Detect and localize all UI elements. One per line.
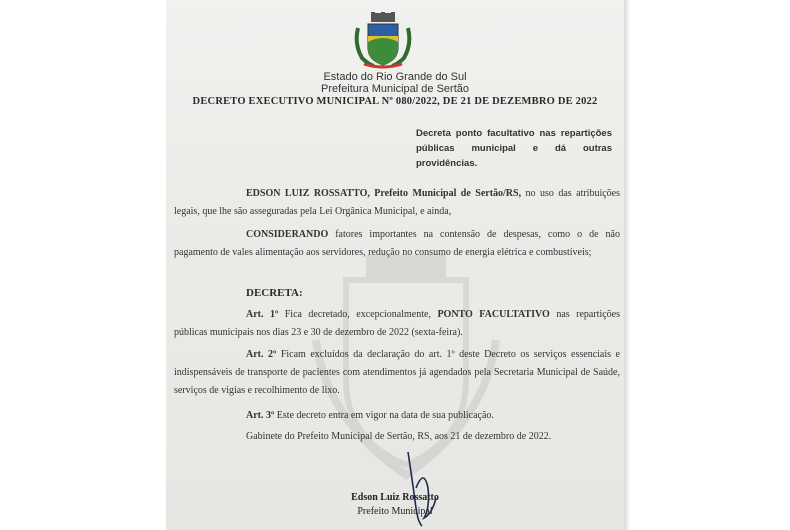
decree-title: DECRETO EXECUTIVO MUNICIPAL Nº 080/2022, DE 21 DE DEZEMBRO DE 2022 bbox=[192, 96, 598, 107]
article-2 bbox=[174, 346, 620, 400]
considerando-paragraph bbox=[174, 226, 620, 262]
article-1-text-after: nas repartições públicas municipais nos dias 23 e 30 de dezembro de 2022 (sexta-feira). bbox=[174, 309, 620, 338]
page-edge-shadow bbox=[624, 0, 630, 530]
coat-of-arms-emblem bbox=[352, 12, 414, 70]
preamble-text: no uso das atribuições legais, que lhe são asseguradas pela Lei Orgânica Municipal, e ainda, bbox=[174, 188, 621, 217]
article-1-label: Art. 1º bbox=[246, 309, 279, 320]
decreta-heading: DECRETA: bbox=[246, 287, 303, 299]
prefeitura-name: Prefeitura Municipal de Sertão bbox=[321, 83, 469, 95]
article-3-text: Este decreto entra em vigor na data de sua publicação. bbox=[274, 410, 494, 421]
article-2-label: Art. 2º bbox=[246, 349, 277, 360]
closing-line: Gabinete do Prefeito Municipal de Sertão, RS, aos 21 de dezembro de 2022. bbox=[246, 431, 552, 442]
decree-summary: Decreta ponto facultativo nas repartições públicas municipal e dá outras providências. bbox=[416, 128, 612, 169]
article-2-text: Ficam excluídos da declaração do art. 1º deste Decreto os serviços essenciais e indispensáveis de transporte de pacientes com atendimentos já agendados pela Secretaria Municipal de Saúde, serviços de vigias e recolhimento de lixo. bbox=[174, 349, 620, 396]
document-page bbox=[166, 0, 624, 530]
state-name: Estado do Rio Grande do Sul bbox=[323, 71, 467, 83]
considerando-label: CONSIDERANDO bbox=[246, 229, 329, 240]
signature-role: Prefeito Municipal bbox=[357, 506, 433, 517]
article-3-label: Art. 3º bbox=[246, 410, 275, 421]
article-3 bbox=[174, 407, 620, 425]
article-1-emphasis: PONTO FACULTATIVO bbox=[437, 309, 550, 320]
article-1 bbox=[174, 306, 620, 342]
mayor-name: EDSON LUIZ ROSSATTO, Prefeito Municipal de Sertão/RS, bbox=[246, 188, 522, 199]
signature-name: Edson Luiz Rossatto bbox=[351, 492, 439, 503]
considerando-text: fatores importantes na contensão de despesas, como o de não pagamento de vales alimentação aos servidores, redução no consumo de energia elétrica e combustíveis; bbox=[174, 229, 620, 258]
article-1-text-before: Fica decretado, excepcionalmente, bbox=[278, 309, 438, 320]
preamble-paragraph bbox=[174, 185, 620, 221]
